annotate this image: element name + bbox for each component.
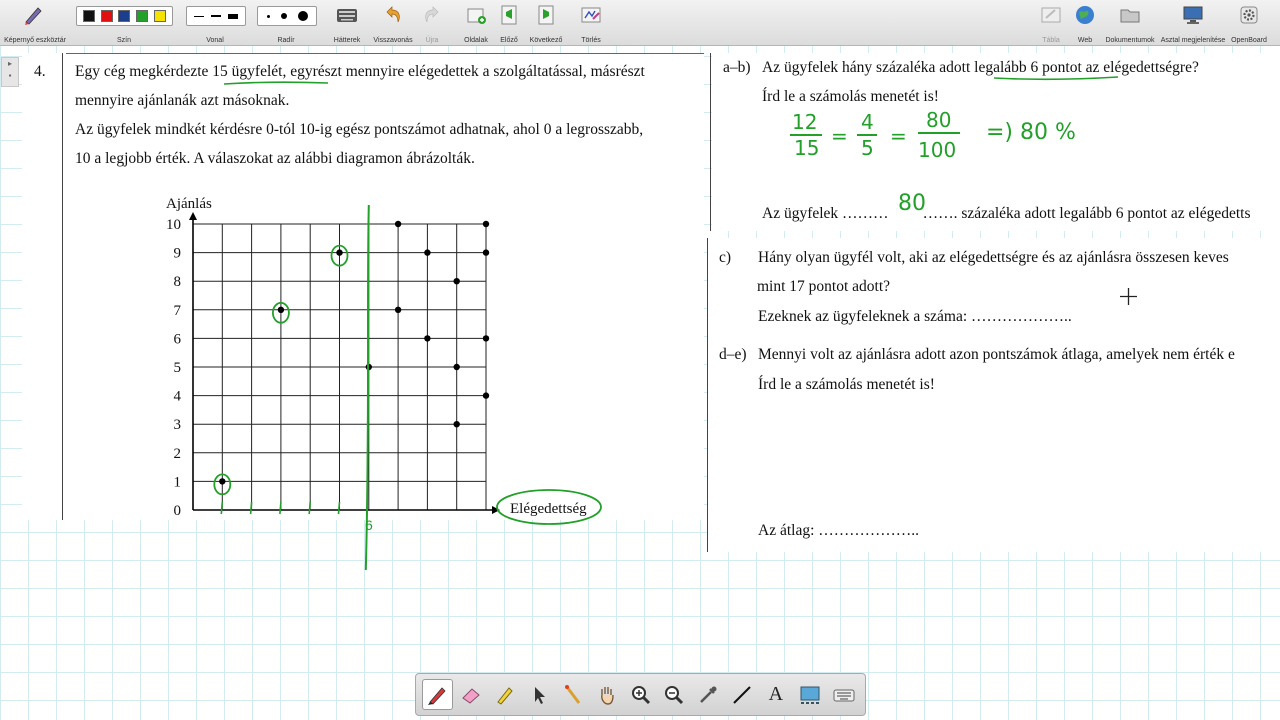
color-group: Szín (74, 0, 174, 46)
pen-tool-button[interactable] (422, 679, 453, 710)
y-tick-label: 10 (166, 217, 181, 233)
eraser-group: Radír (255, 0, 317, 46)
problem-text-line-4: 10 a legjobb érték. A válaszokat az alábbi diagramon ábrázolták. (75, 150, 475, 167)
question-c-answer: Ezeknek az ügyfeleknek a száma: ……………….. (758, 308, 1072, 325)
svg-text:=) 80 %: =) 80 % (986, 120, 1076, 145)
data-point (395, 307, 401, 313)
question-de-answer: Az átlag: ……………….. (758, 522, 920, 539)
stylus-toolbar (415, 673, 866, 716)
data-points (219, 221, 489, 485)
marker-icon (493, 683, 517, 707)
y-tick-label: 2 (173, 445, 181, 462)
laser-tool-button[interactable] (557, 679, 588, 710)
tick-mark (339, 502, 340, 514)
handwritten-answer-80: 80 (898, 191, 926, 216)
hand-tool-button[interactable] (591, 679, 622, 710)
zoom-in-icon (629, 683, 653, 707)
threshold-line-label: 6 (365, 517, 373, 533)
marker-tool-button[interactable] (490, 679, 521, 710)
svg-text:80: 80 (926, 109, 952, 132)
problem-text-line-1: Egy cég megkérdezte 15 ügyfelét, egyrészt mennyire elégedettek a szolgáltatással, másrészt (75, 63, 645, 80)
underlined-customers: 15 ügyfelét, (212, 63, 287, 80)
pointer-icon (527, 683, 551, 707)
zoom-in-button[interactable] (625, 679, 656, 710)
question-ab-instruction: Írd le a számolás menetét is! (762, 88, 939, 105)
problem-number: 4. (34, 63, 46, 80)
svg-text:=: = (831, 124, 848, 148)
chart-grid (193, 224, 486, 510)
y-axis-arrow (189, 212, 197, 220)
capture-icon (798, 683, 822, 707)
documents-button[interactable]: Dokumentumok (1104, 0, 1156, 46)
svg-text:15: 15 (794, 136, 820, 160)
prev-page-button[interactable]: Előző (496, 0, 522, 46)
data-point (454, 278, 460, 284)
data-point (219, 478, 225, 484)
screen-tools-button[interactable]: Képernyő eszköztár (0, 0, 70, 46)
y-tick-label: 6 (173, 331, 181, 348)
laser-pointer-icon (561, 683, 585, 707)
data-point (454, 421, 460, 427)
svg-text:12: 12 (792, 110, 818, 134)
svg-text:4: 4 (861, 110, 874, 134)
data-point (424, 249, 430, 255)
y-axis-label: Ajánlás (166, 196, 212, 212)
y-tick-label: 7 (173, 302, 181, 319)
zoom-out-icon (662, 683, 686, 707)
show-desktop-button[interactable]: Asztal megjelenítése (1160, 0, 1226, 46)
crosshair-cursor-icon (1120, 288, 1137, 305)
hand-icon (595, 683, 619, 707)
question-de-label: d–e) (719, 346, 747, 363)
pointer-tool-button[interactable] (524, 679, 555, 710)
redo-button[interactable]: Újra (420, 0, 444, 46)
clear-button[interactable]: Törlés (578, 0, 604, 46)
y-tick-labels (166, 217, 182, 519)
tick-mark (251, 502, 252, 514)
line-icon (730, 683, 754, 707)
problem-text-line-3: Az ügyfelek mindkét kérdésre 0-tól 10-ig egész pontszámot adhatnak, ahol 0 a legrosszabb, (75, 121, 644, 138)
zoom-out-button[interactable] (659, 679, 690, 710)
y-tick-label: 9 (173, 245, 181, 262)
book-icon: ▪ (8, 71, 12, 80)
question-c-label: c) (719, 249, 732, 266)
y-tick-label: 5 (173, 360, 181, 376)
data-point (278, 307, 284, 313)
y-tick-label: 3 (173, 417, 181, 434)
y-tick-label: 8 (173, 274, 181, 291)
question-de-text: Mennyi volt az ajánlásra adott azon pontszámok átlaga, amelyek nem érték e (758, 346, 1235, 363)
y-tick-label: 0 (173, 503, 181, 519)
data-point (483, 335, 489, 341)
svg-text:100: 100 (918, 138, 957, 162)
question-c-text-1: Hány olyan ügyfél volt, aki az elégedettségre és az ajánlásra összesen keves (758, 249, 1229, 266)
svg-text:=: = (890, 124, 907, 148)
next-page-button[interactable]: Következő (528, 0, 564, 46)
chevron-right-icon: ▸ (7, 59, 12, 68)
question-ab-answer: Az ügyfelek ……… ……. százaléka adott legalább 6 pontot az elégedetts (762, 205, 1251, 222)
color-picker-button[interactable] (693, 679, 724, 710)
undo-button[interactable]: Visszavonás (370, 0, 416, 46)
data-point (336, 249, 342, 255)
handwritten-underline-2 (992, 74, 1122, 84)
keyboard-icon (832, 683, 856, 707)
pen-icon (425, 683, 449, 707)
data-point (424, 335, 430, 341)
threshold-line-6 (366, 205, 369, 570)
eraser-icon (459, 683, 483, 707)
question-de-instruction: Írd le a számolás menetét is! (758, 376, 935, 393)
y-tick-label: 1 (173, 474, 181, 491)
data-point (483, 249, 489, 255)
text-tool-button[interactable] (760, 679, 791, 710)
board-button[interactable]: Tábla (1038, 0, 1064, 46)
data-point (483, 392, 489, 398)
eyedropper-icon (696, 683, 720, 707)
chart-axes (189, 212, 500, 514)
question-c-text-2: mint 17 pontot adott? (757, 278, 891, 295)
question-cde-sheet (707, 238, 1280, 552)
tick-mark (309, 502, 310, 514)
data-point (395, 221, 401, 227)
y-tick-label: 4 (173, 388, 181, 405)
text-icon: A (768, 683, 784, 705)
line-tool-button[interactable] (727, 679, 758, 710)
openboard-button[interactable]: OpenBoard (1230, 0, 1268, 46)
keyboard-button[interactable] (828, 679, 859, 710)
data-point (454, 364, 460, 370)
svg-text:5: 5 (861, 136, 874, 160)
sheet-divider (710, 53, 711, 231)
question-ab-sheet (712, 53, 1280, 231)
tick-mark (221, 502, 222, 514)
handwritten-calculation (782, 109, 1102, 165)
question-ab-label: a–b) (723, 59, 751, 76)
backgrounds-button[interactable]: Hátterek (330, 0, 364, 46)
problem-text-line-2: mennyire ajánlanák azt másoknak. (75, 92, 290, 109)
data-point (483, 221, 489, 227)
pages-button[interactable]: Oldalak (462, 0, 490, 46)
x-axis-label: Elégedettség (510, 501, 587, 517)
line-width-group: Vonal (184, 0, 246, 46)
tick-mark (280, 502, 281, 514)
question-ab-text: Az ügyfelek hány százaléka adott legalább 6 pontot az elégedettségre? (762, 59, 1199, 76)
web-button[interactable]: Web (1072, 0, 1098, 46)
capture-tool-button[interactable] (794, 679, 825, 710)
eraser-tool-button[interactable] (456, 679, 487, 710)
sheet-divider-2 (707, 238, 708, 552)
